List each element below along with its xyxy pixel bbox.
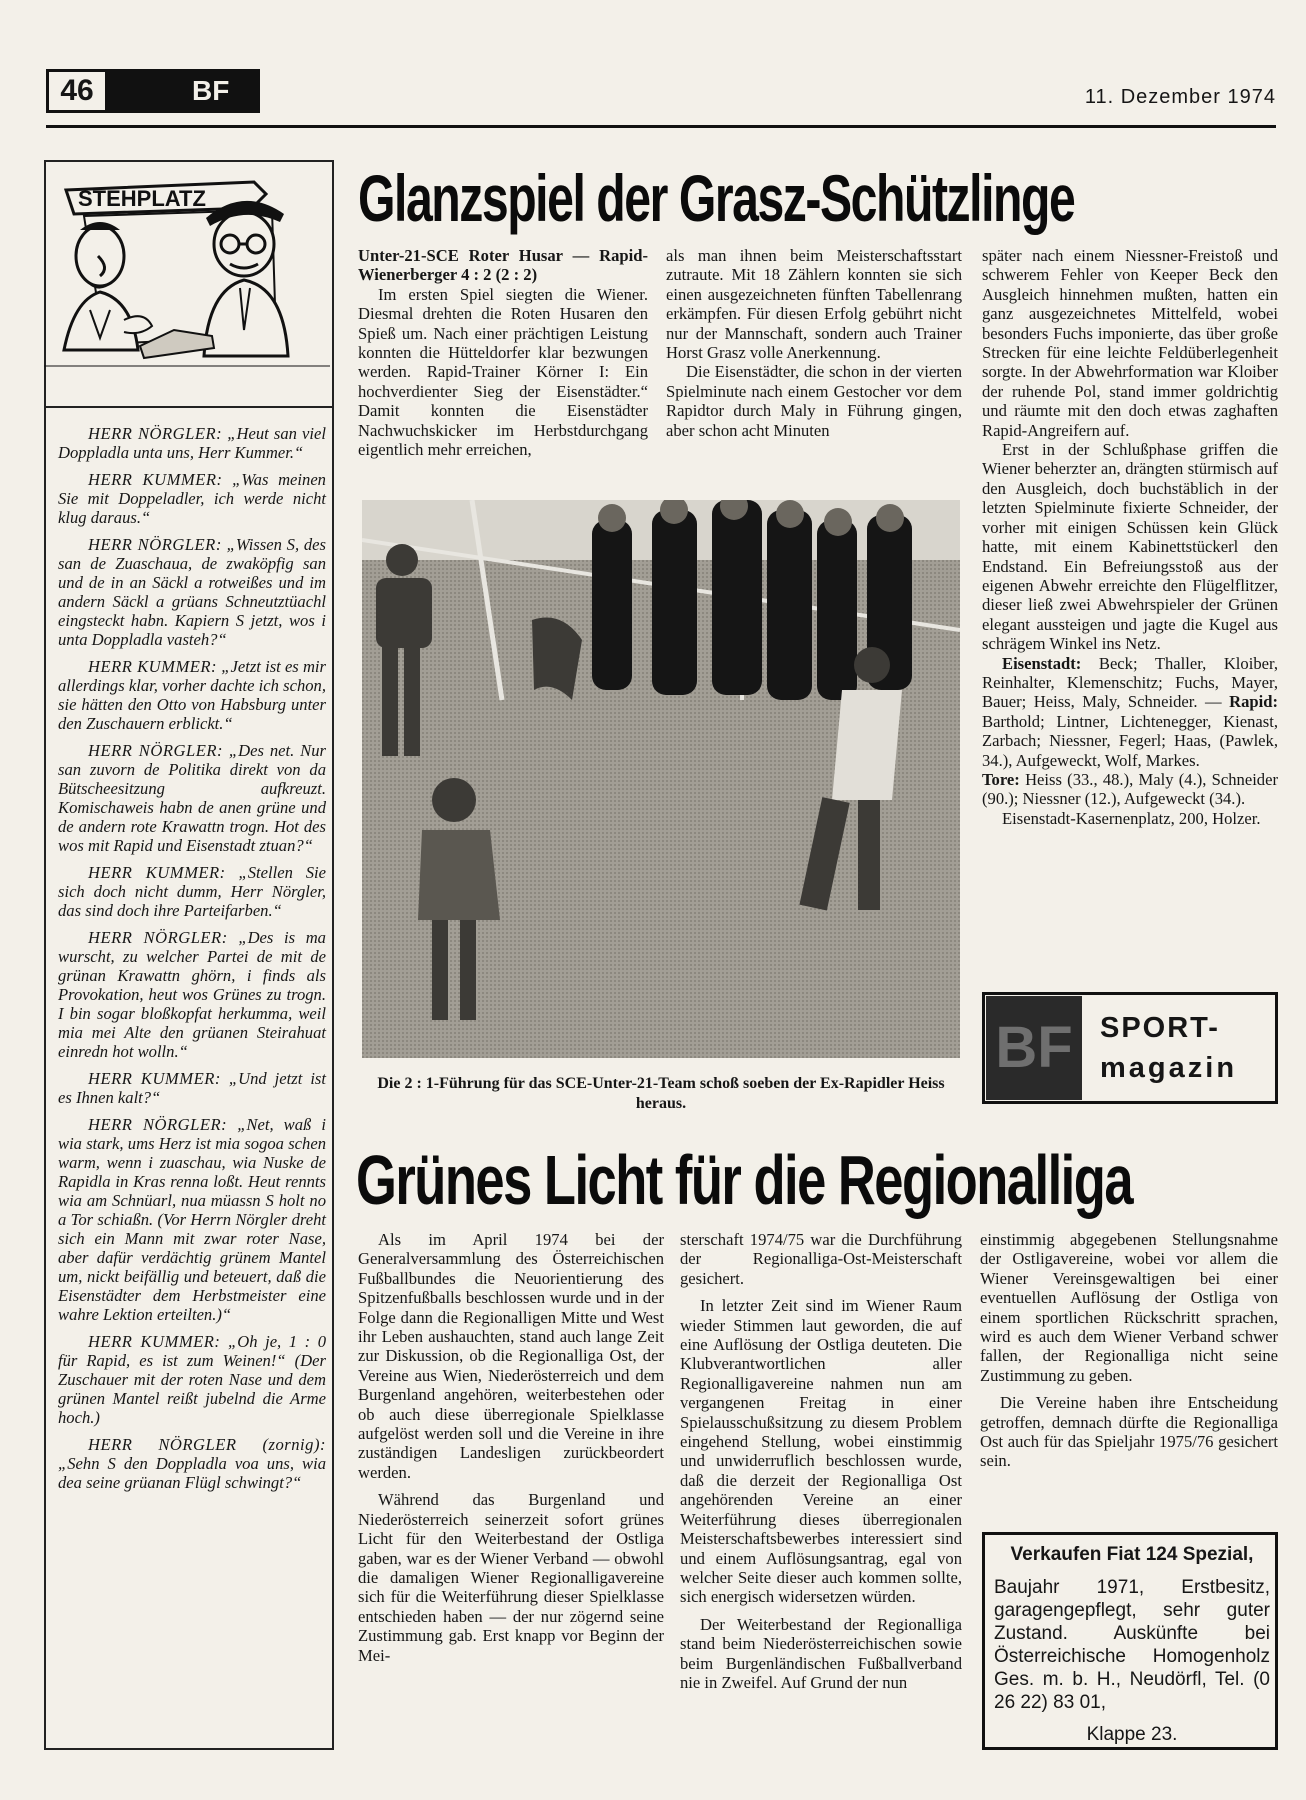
lineup-eisenstadt: Beck; Thaller, Kloiber, Reinhalter, Klemenschitz; Fuchs, Mayer, Bauer; Heiss, Maly, Schneider. — [982,653,1278,712]
article2-paragraph: In letzter Zeit sind im Wiener Raum wieder Stimmen laut geworden, die auf eine Auflösung der Ostliga deuteten. Die Klubverantwortlichen aller Regionalligavereine nahmen nun am vergangenen Freitag in einer Spielausschußsitzung zu diesem Problem eingehend Stellung, wobei einstimmig und unwiderruflich beschlossen wurde, daß die derzeit der Regionalliga Ost angehörenden Vereine an einer Weiterführung dieses überregionalen Meisterschaftsbewerbes interessiert sind und einem Auflösungsantrag, egal von welcher Seite dieser auch kommen sollte, sich energisch widersetzen würden. [680,1296,962,1607]
lineup-rapid: Barthold; Lintner, Lichtenegger, Kienast, Zarbach; Niessner, Fegerl; Haas, (Pawlek, 34.), Aufgeweckt, Wolf, Markes. [982,711,1278,770]
dialogue-speaker: HERR NÖRGLER: [88,424,223,443]
dialogue-line [58,1332,326,1427]
photo-caption: Die 2 : 1-Führung für das SCE-Unter-21-Team schoß soeben der Ex-Rapidler Heiss heraus. [377,1075,945,1112]
article2-paragraph: Während das Burgenland und Niederösterreich seinerzeit sofort grünes Licht für den Weiterbestand der Ostliga gaben, war es der Wiener Verband — obwohl die damaligen Wiener Regionalligavereine sich für die Weiterführung dieser Spielklasse entschieden haben — der nur zögernd seine Zustimmung gab. Erst knapp vor Beginn der Mei- [358,1490,664,1665]
dialogue-speaker: HERR NÖRGLER (zornig): [88,1435,326,1454]
match-photo-drawing [362,500,960,1058]
dialogue-speaker: HERR KUMMER: [88,1332,221,1351]
dialogue-line [58,424,326,462]
dialogue-speaker: HERR KUMMER: [88,1069,221,1088]
dialogue-line [58,1069,326,1107]
dialogue-text: „Wissen S, des san de Zuaschaua, de zwaköpfig san und de in an Säckl a rotweißes und im andern Säckl a grüans Schneutztüachl eingsteckt habn. Kapiern S jetzt, wos i unta Doppladla vasteh?“ [58,535,326,649]
sportmagazin-word-sport: SPORT- [1100,1012,1220,1044]
sportmagazin-word-magazin: magazin [1100,1052,1238,1084]
issue-date: 11. Dezember 1974 [1084,86,1276,108]
article2-column-1 [358,1230,664,1665]
dialogue-text: „Oh je, 1 : 0 für Rapid, es ist zum Weinen!“ (Der Zuschauer mit der roten Nase und dem grünen Mantel reißt jubelnd die Arme hoch.) [58,1332,326,1427]
article1-paragraph: Im ersten Spiel siegten die Wiener. Diesmal drehten die Roten Husaren den Spieß um. Nach einer prächtigen Leistung konnten die Hütteldorfer klar bezwungen werden. Rapid-Trainer Körner I: Ein hochverdienter Sieg der Eisenstädter.“ Damit konnten die Eisenstädter Nachwuchskicker im Herbstdurchgang eigentlich mehr erreichen, [358,284,648,460]
article1-paragraph: Die Eisenstädter, die schon in der vierten Spielminute nach einem Gestocher vor dem Rapidtor durch Maly in Führung gingen, aber schon acht Minuten [666,362,962,440]
goals-text: Heiss (33., 48.), Maly (4.), Schneider (90.); Niessner (12.), Aufgeweckt (34.). [982,769,1278,809]
dialogue-text: „Heut san viel Doppladla unta uns, Herr Kummer.“ [58,424,326,462]
article2-paragraph: Die Vereine haben ihre Entscheidung getroffen, demnach dürfte die Regionalliga Ost auch für das Spieljahr 1975/76 gesichert sein. [980,1393,1278,1471]
dialogue-speaker: HERR NÖRGLER: [88,741,223,760]
page-number: 46 [46,69,108,113]
dialogue-line [58,863,326,920]
dialogue-speaker: HERR NÖRGLER: [88,928,228,947]
dialogue-text: „Stellen Sie sich doch nicht dumm, Herr Nörgler, das sind doch ihre Parteifarben.“ [58,863,326,920]
dialogue-line [58,741,326,855]
match-photo [362,500,960,1058]
dialogue-line [58,1435,326,1492]
dialogue-text: „Des net. Nur san zuvorn de Politika direkt von da Bütscheesitzung aufkreuzt. Komischaweis habn de anen grüne und de andern rote Krawattn trogn. Hot des wos mit Rapid und Eisenstadt ztuan?“ [58,741,326,855]
dialogue-line [58,928,326,1061]
article1-headline: Glanzspiel der Grasz-Schützlinge [358,161,1075,235]
article1-paragraph: später nach einem Niessner-Freistoß und schwerem Fehler von Keeper Beck den Ausgleich hinnehmen mußten, hatten ein ganz ausgezeichnetes Mittelfeld, wobei besonders Fuchs imponierte, das über große Strecken für eine leichte Feldüberlegenheit sorgte. In der Abwehrformation war Kloiber der ruhende Pol, stand immer goldrichtig und räumte mit den doch etwas zaghaften Rapid-Angreifern auf. [982,246,1278,440]
article1-column-3 [982,246,1278,828]
article1-venue: Eisenstadt-Kasernenplatz, 200, Holzer. [1002,808,1261,828]
classified-ad-title: Verkaufen Fiat 124 Spezial, [1010,1544,1254,1565]
lineup-label-rapid: Rapid: [1229,692,1279,712]
sportmagazin-logo: BF [986,996,1082,1100]
dialogue-text: „Und jetzt ist es Ihnen kalt?“ [58,1069,327,1107]
article2-paragraph: sterschaft 1974/75 war die Durchführung der Regionalliga-Ost-Meisterschaft gesichert. [680,1230,962,1288]
article2-column-2 [680,1230,962,1692]
dialogue-speaker: HERR KUMMER: [88,657,218,676]
lineup-label-eisenstadt: Eisenstadt: [1002,653,1082,673]
dialogue-text: „Des is ma wurscht, zu welcher Partei de mit de grünan Krawattn ghörn, i finds als Provokation, heut wos Grünes zu trogn. I bin sogar bloßkopfat herkumma, weil mia mei Alte den grüanen Steirahuat einredn hot wolln.“ [58,928,326,1061]
article1-column-1 [358,246,648,459]
dialogue-text: „Was meinen Sie mit Doppeladler, ich werde nicht klug daraus.“ [58,470,326,527]
dialogue-speaker: HERR NÖRGLER: [88,535,222,554]
dialogue-text: „Jetzt ist es mir allerdings klar, vorher dachte ich schon, sie hätten den Otto von Habsburg unter den Zuschauern erblickt.“ [58,657,326,733]
article2-column-3 [980,1230,1278,1471]
dialogue-line [58,1115,326,1324]
goals-label: Tore: [982,769,1020,789]
dialogue-speaker: HERR KUMMER: [88,470,223,489]
article1-lead: Unter-21-SCE Roter Husar — Rapid-Wienerberger 4 : 2 (2 : 2) [358,246,648,285]
article1-lineup [982,654,1278,770]
cartoon-drawing [44,160,330,404]
article1-paragraph: als man ihnen beim Meisterschaftsstart zutraute. Mit 18 Zählern konnten sie sich einen ausgezeichneten fünften Tabellenrang erkämpfen. Für diesen Erfolg gebührt nicht nur der Mannschaft, sondern auch Trainer Horst Grasz volle Anerkennung. [666,246,962,363]
cartoon-sign-text: STEHPLATZ [78,186,206,211]
article1-paragraph: Erst in der Schlußphase griffen die Wiener beherzter an, drängten stürmisch auf den Ausgleich, doch buchstäblich in der letzten Spielminute fixierte Schneider, der vorher mit einigen Schüssen kein Glück hatte, mit einem Kabinettstückerl den Endstand. Ein Befreiungsstoß aus der eigenen Abwehr erreichte den Flügelflitzer, dieser ließ zwei Abwehrspieler der Grünen elegant aussteigen und jagte die Kugel aus schrägem Winkel ins Netz. [982,440,1278,654]
article2-paragraph: Als im April 1974 bei der Generalversammlung des Österreichischen Fußballbundes die Neuorientierung des Spitzenfußballs beschlossen wurde und in der Folge dann die Regionalligen Mitte und West ihr Leben aushauchten, stand auch lange Zeit zur Diskussion, ob die Regionalliga Ost, der Vereine aus Wien, Niederösterreich und dem Burgenland angehören, weiterbestehen oder ob auch diese überregionale Spielklasse aufgelöst werden soll und die Vereine in ihre zuständigen Landesligen zurückbeordert werden. [358,1230,664,1482]
article2-paragraph: Der Weiterbestand der Regionalliga stand beim Niederösterreichischen sowie beim Burgenländischen Fußballverband nie in Zweifel. Auf Grund der nun [680,1614,962,1692]
section-label: BF [108,69,260,113]
classified-ad-body: Baujahr 1971, Erstbesitz, garagengepflegt, sehr guter Zustand. Auskünfte bei Österreichische Homogenholz Ges. m. b. H., Neudörfl, Tel. (0 26 22) 83 01, [994,1577,1270,1713]
article2-paragraph: einstimmig abgegebenen Stellungsnahme der Ostligavereine, wobei vor allem die Wiener Vereinsgewaltigen bei einer eventuellen Auflösung der Ostliga von einem sportlichen Rückschritt sprachen, wird es auch dem Wiener Verband schwer fallen, der Regionalliga nicht seine Zustimmung zu geben. [980,1230,1278,1385]
dialogue-text: „Sehn S den Doppladla voa uns, wia dea seine grüanan Flügl schwingt?“ [58,1454,326,1492]
stehplatz-cartoon [44,160,334,408]
dialogue-line [58,470,326,527]
article1-column-2 [666,246,962,440]
header-rule [46,125,1276,128]
article1-goals [982,770,1278,809]
dialogue-text: „Net, waß i wia stark, ums Herz ist mia sogoa schen warm, wenn i zuaschau, wia Nuske de Rapidla in Kras renna loßt. Heut rennts wia am Schnüarl, nua müassn S holt no a Tor schiaßn. (Vor Herrn Nörgler dreht sich ein Mann mit zwar roter Nase, aber dafür verdächtig grünem Mantel um, nickt beifällig und beteuert, daß die Eisenstädter dem Herbstmeister eine wahre Lektion erteilten.)“ [58,1115,326,1324]
dialogue-column [58,424,326,1500]
classified-ad-tail: Klappe 23. [1086,1724,1178,1745]
dialogue-line [58,657,326,733]
dialogue-line [58,535,326,649]
dialogue-speaker: HERR KUMMER: [88,863,226,882]
article2-headline: Grünes Licht für die Regionalliga [356,1141,1133,1219]
dialogue-speaker: HERR NÖRGLER: [88,1115,228,1134]
